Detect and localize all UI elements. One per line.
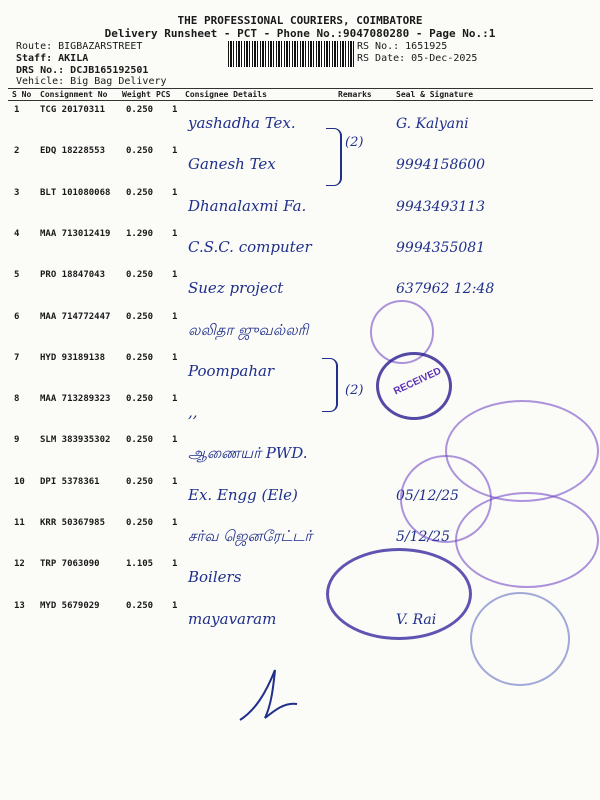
cell-sno: 1	[14, 105, 20, 115]
consignee-handwriting: Ex. Engg (Ele)	[188, 485, 298, 504]
vehicle-label: Vehicle: Big Bag Delivery	[16, 76, 167, 87]
cell-weight: 0.250	[126, 600, 154, 611]
cell-sno: 3	[14, 187, 20, 198]
cell-sno: 2	[14, 146, 20, 157]
cell-weight: 0.250	[126, 476, 154, 487]
cell-pcs: 1	[172, 187, 178, 198]
barcode	[228, 41, 354, 67]
cell-pcs: 1	[172, 311, 178, 322]
consignee-handwriting: ஆணையர் PWD.	[188, 444, 308, 463]
remarks-bracket-1	[326, 128, 342, 186]
consignee-handwriting: Poompahar	[188, 361, 275, 380]
cell-consignment: SLM 383935302	[40, 435, 111, 446]
cell-weight: 0.250	[126, 105, 154, 115]
cell-weight: 0.250	[126, 146, 154, 157]
cell-weight: 0.250	[126, 311, 154, 322]
remarks-count-2: (2)	[345, 383, 364, 398]
cell-sno: 12	[14, 559, 25, 570]
cell-weight: 0.250	[126, 352, 154, 363]
seal-signature: 9994355081	[396, 239, 486, 256]
cell-consignment: PRO 18847043	[40, 270, 106, 281]
rs-number: RS No.: 1651925	[357, 41, 448, 52]
seal-signature: 637962 12:48	[396, 281, 495, 298]
rs-date: RS Date: 05-Dec-2025	[357, 53, 478, 64]
col-consignee: Consignee Details	[185, 90, 267, 99]
cell-sno: 7	[14, 352, 20, 363]
cell-pcs: 1	[172, 352, 178, 363]
consignee-handwriting: Ganesh Tex	[188, 155, 276, 174]
cell-weight: 0.250	[126, 187, 154, 198]
consignee-handwriting: Boilers	[188, 568, 242, 587]
cell-consignment: MAA 714772447	[40, 311, 111, 322]
col-sno: S No	[12, 90, 32, 99]
seal-signature: 9994158600	[396, 157, 486, 174]
cell-sno: 9	[14, 435, 20, 446]
consignee-handwriting: Dhanalaxmi Fa.	[188, 196, 307, 215]
cell-consignment: MYD 5679029	[40, 600, 100, 611]
cell-consignment: BLT 101080068	[40, 187, 111, 198]
received-stamp-text: RECEIVED	[392, 365, 444, 398]
remarks-count-1: (2)	[345, 135, 364, 150]
round-stamp-3	[470, 592, 570, 686]
drs-number: DRS No.: DCJB165192501	[16, 65, 149, 76]
route-label: Route: BIGBAZARSTREET	[16, 41, 143, 52]
cell-weight: 0.250	[126, 518, 154, 528]
cell-pcs: 1	[172, 518, 178, 528]
cell-sno: 13	[14, 600, 25, 611]
cell-pcs: 1	[172, 559, 178, 570]
seal-signature: 9943493113	[396, 198, 486, 215]
header-rule-bottom	[8, 100, 593, 101]
cell-sno: 4	[14, 228, 20, 239]
seal-signature: G. Kalyani	[396, 116, 469, 132]
company-name: THE PROFESSIONAL COURIERS, COIMBATORE	[177, 14, 423, 27]
cell-consignment: MAA 713289323	[40, 394, 111, 405]
signature-scribble	[235, 660, 305, 730]
cell-pcs: 1	[172, 600, 178, 611]
cell-weight: 0.250	[126, 394, 154, 405]
cell-consignment: TCG 20170311	[40, 105, 106, 115]
cell-weight: 1.105	[126, 559, 154, 570]
cell-pcs: 1	[172, 228, 178, 239]
consignee-handwriting: லலிதா ஜுவல்லரி	[188, 320, 309, 339]
oval-stamp-3	[326, 548, 472, 640]
seal-signature: V. Rai	[396, 611, 437, 628]
cell-pcs: 1	[172, 435, 178, 446]
cell-consignment: DPI 5378361	[40, 476, 100, 487]
cell-pcs: 1	[172, 105, 178, 115]
cell-pcs: 1	[172, 146, 178, 157]
consignee-handwriting: yashadha Tex.	[188, 114, 296, 132]
consignee-handwriting: C.S.C. computer	[188, 237, 312, 256]
remarks-bracket-2	[322, 358, 338, 412]
cell-weight: 0.250	[126, 270, 154, 281]
runsheet-subtitle: Delivery Runsheet - PCT - Phone No.:9047080280 - Page No.:1	[104, 27, 496, 40]
cell-consignment: HYD 93189138	[40, 352, 106, 363]
consignee-handwriting: Suez project	[188, 279, 284, 298]
seal-signature: 5/12/25	[396, 529, 450, 545]
cell-consignment: KRR 50367985	[40, 518, 106, 528]
col-seal: Seal & Signature	[396, 90, 474, 99]
cell-sno: 5	[14, 270, 20, 281]
oval-stamp-2	[455, 492, 599, 588]
cell-sno: 10	[14, 476, 25, 487]
cell-consignment: TRP 7063090	[40, 559, 100, 570]
staff-label: Staff: AKILA	[16, 53, 89, 64]
col-remarks: Remarks	[338, 90, 372, 99]
cell-sno: 11	[14, 518, 25, 528]
cell-consignment: EDQ 18228553	[40, 146, 106, 157]
col-pcs: PCS	[156, 90, 171, 99]
consignee-handwriting: ,,	[188, 403, 198, 422]
cell-consignment: MAA 713012419	[40, 228, 111, 239]
cell-pcs: 1	[172, 476, 178, 487]
col-weight: Weight	[122, 90, 151, 99]
seal-signature: 05/12/25	[396, 487, 459, 504]
cell-pcs: 1	[172, 394, 178, 405]
cell-sno: 6	[14, 311, 20, 322]
cell-sno: 8	[14, 394, 20, 405]
header-rule-top	[8, 88, 593, 89]
col-consignment: Consignment No	[40, 90, 108, 99]
consignee-handwriting: mayavaram	[188, 609, 277, 628]
cell-weight: 1.290	[126, 228, 154, 239]
cell-weight: 0.250	[126, 435, 154, 446]
consignee-handwriting: சர்வ ஜெனரேட்டர்	[188, 527, 313, 545]
cell-pcs: 1	[172, 270, 178, 281]
